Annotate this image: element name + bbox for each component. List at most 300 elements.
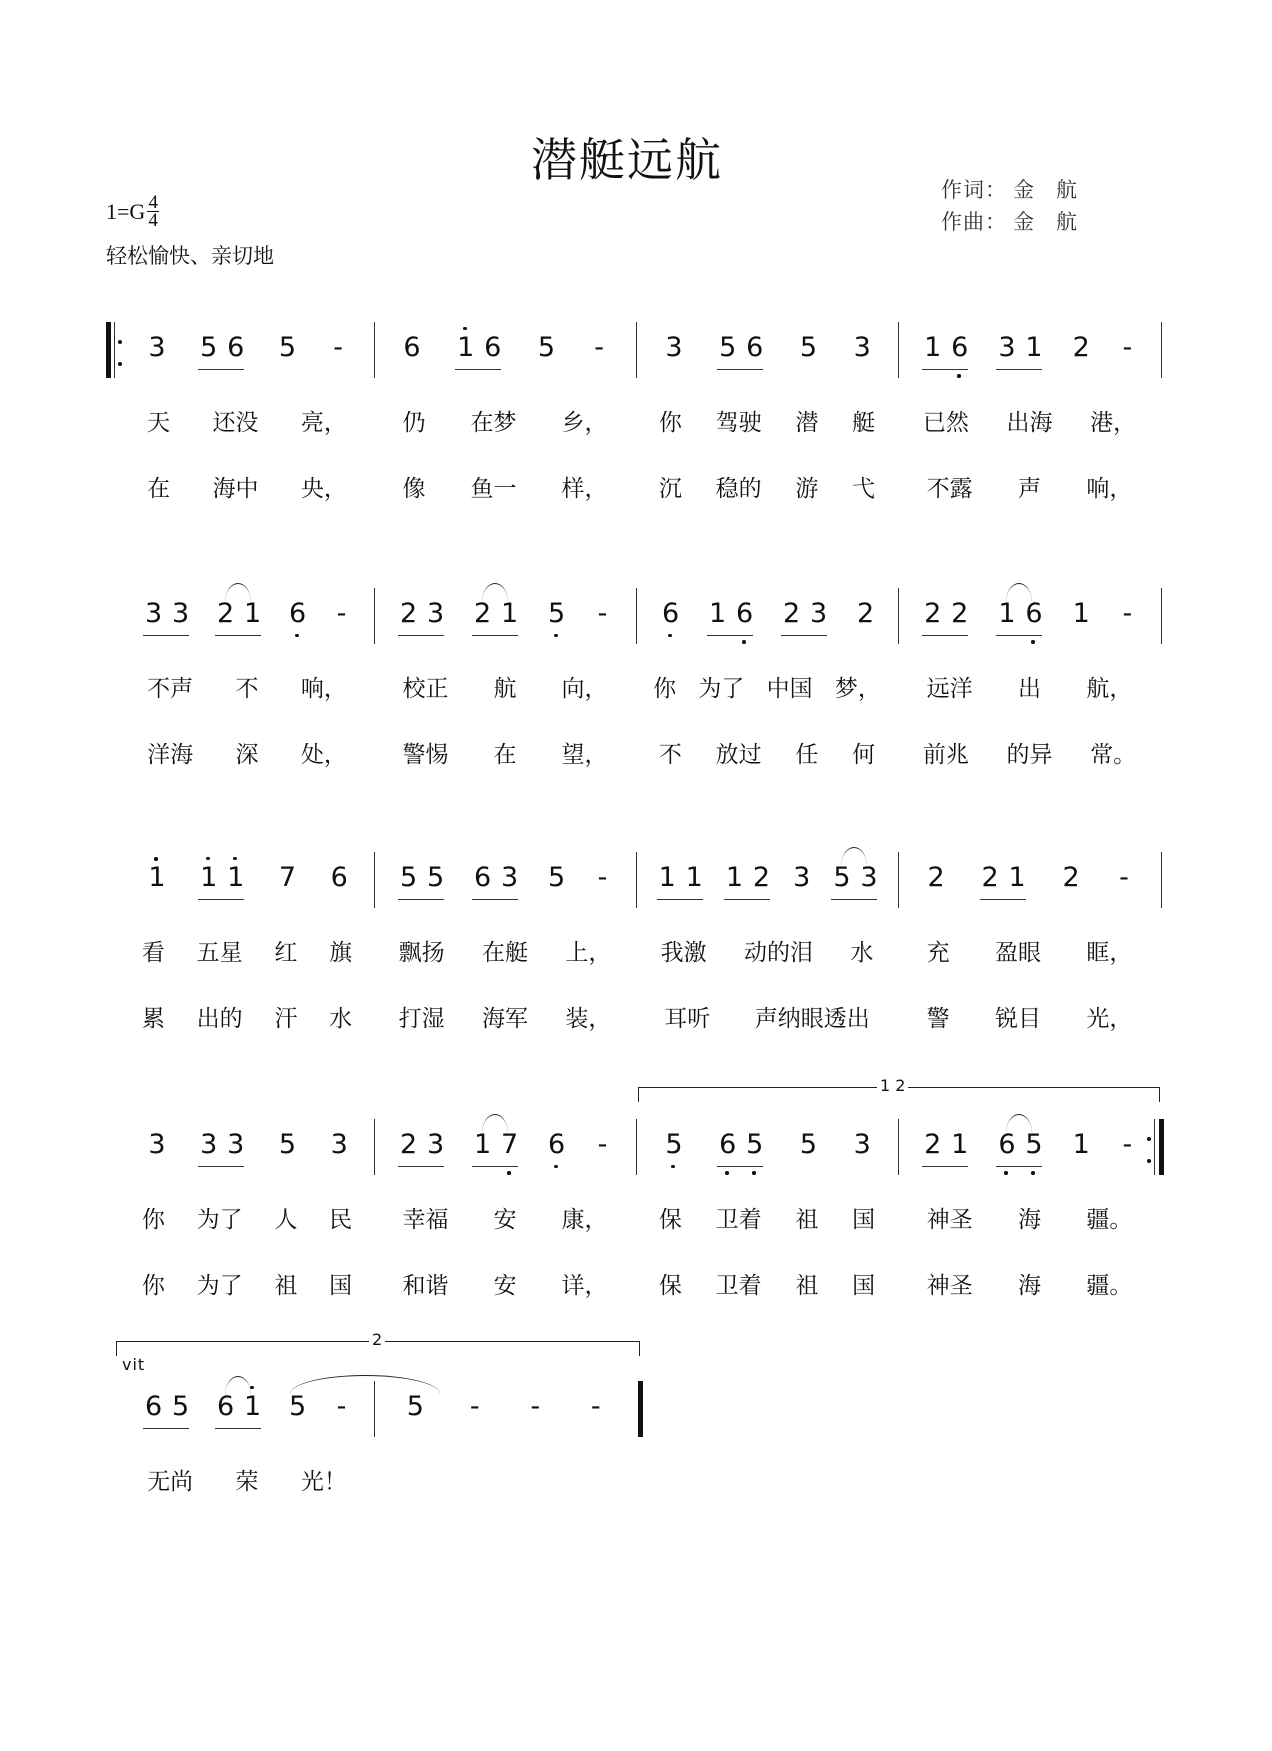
measure bbox=[898, 592, 1161, 642]
lyric-line-verse-1 bbox=[120, 404, 374, 437]
lyric-word: 水 bbox=[329, 1006, 353, 1032]
lyric-word: 国 bbox=[852, 1273, 876, 1299]
lyric-word: 装， bbox=[565, 1006, 612, 1032]
note-group bbox=[146, 333, 165, 369]
lyric-word: 你 bbox=[658, 410, 682, 436]
lyric-word: 疆。 bbox=[1086, 1273, 1133, 1299]
note-group bbox=[791, 863, 810, 899]
note: 1 bbox=[1072, 598, 1090, 629]
note-group bbox=[660, 599, 679, 635]
dash-extension: - bbox=[597, 1129, 608, 1160]
note-group bbox=[593, 1130, 612, 1166]
note: 3 bbox=[853, 332, 871, 363]
note: 5 bbox=[278, 1129, 297, 1160]
note-group bbox=[405, 1392, 424, 1428]
note: 6 bbox=[998, 1128, 1016, 1160]
lyric-word: 为了 bbox=[196, 1207, 243, 1233]
lyric-word: 常。 bbox=[1090, 742, 1137, 768]
note: 5 bbox=[746, 1128, 764, 1160]
lyric-word: 卫着 bbox=[715, 1273, 762, 1299]
dash-extension: - bbox=[597, 598, 608, 629]
note: 5 bbox=[548, 862, 566, 893]
note-row bbox=[374, 1123, 636, 1173]
note-group bbox=[852, 1130, 871, 1166]
note: 1 bbox=[709, 597, 727, 629]
beamed-note-group bbox=[996, 599, 1042, 636]
lyric-word: 你 bbox=[141, 1207, 165, 1233]
note-row bbox=[120, 1123, 374, 1173]
note: 1 bbox=[1072, 1129, 1090, 1160]
lyric-word: 和谐 bbox=[402, 1273, 449, 1299]
note-row bbox=[898, 1123, 1161, 1173]
lyric-line-verse-2 bbox=[898, 1000, 1161, 1033]
lyric-word: 艇 bbox=[852, 410, 876, 436]
note-group bbox=[593, 863, 612, 899]
lyric-word: 向， bbox=[561, 676, 608, 702]
lyric-word: 祖 bbox=[274, 1273, 298, 1299]
note-group bbox=[401, 333, 420, 369]
note: 6 bbox=[951, 331, 969, 363]
measure bbox=[898, 1123, 1161, 1173]
lyric-word: 海中 bbox=[212, 476, 259, 502]
measure bbox=[120, 592, 374, 642]
measure bbox=[374, 592, 636, 642]
dash-extension: - bbox=[1119, 862, 1129, 893]
note-row bbox=[898, 326, 1161, 376]
note-row bbox=[374, 592, 636, 642]
lyric-word: 康， bbox=[561, 1207, 608, 1233]
lyric-word: 我激 bbox=[660, 940, 707, 966]
note: 6 bbox=[289, 598, 307, 629]
beamed-note-group bbox=[143, 1392, 189, 1429]
beamed-note-group bbox=[472, 863, 518, 900]
measure bbox=[120, 856, 374, 906]
lyric-word: 航， bbox=[1086, 676, 1133, 702]
beamed-note-group bbox=[398, 1130, 444, 1167]
lyric-word: 国 bbox=[329, 1273, 353, 1299]
beamed-note-group bbox=[143, 599, 189, 636]
lyric-word: 为了 bbox=[698, 676, 745, 702]
note: 6 bbox=[746, 331, 764, 363]
key-label: 1=G bbox=[106, 198, 146, 224]
slur bbox=[841, 847, 867, 866]
note: 1 bbox=[227, 861, 245, 893]
final-barline bbox=[638, 1381, 643, 1437]
lyric-line-verse-2 bbox=[374, 1267, 636, 1300]
note: 5 bbox=[278, 332, 297, 363]
note: 6 bbox=[736, 597, 754, 629]
tempo-marking: 轻松愉快、亲切地 bbox=[106, 244, 274, 268]
dash-extension: - bbox=[594, 332, 604, 363]
lyric-word: 样， bbox=[561, 476, 608, 502]
note: 2 bbox=[217, 597, 235, 629]
note: 1 bbox=[951, 1128, 969, 1160]
note: 3 bbox=[860, 861, 878, 893]
note: 3 bbox=[427, 1128, 445, 1160]
beamed-note-group bbox=[657, 863, 703, 900]
dash-extension: - bbox=[336, 598, 347, 629]
note-group bbox=[546, 599, 565, 635]
lyric-word: 盈眼 bbox=[994, 940, 1041, 966]
note-group bbox=[1071, 333, 1090, 369]
lyric-word: 鱼一 bbox=[470, 476, 517, 502]
note: 5 bbox=[833, 861, 851, 893]
note-group bbox=[277, 1130, 296, 1166]
time-bottom: 4 bbox=[148, 210, 159, 231]
beamed-note-group bbox=[215, 599, 261, 636]
note: 7 bbox=[278, 862, 297, 893]
beamed-note-group bbox=[398, 863, 444, 900]
note-group bbox=[329, 1130, 348, 1166]
lyric-word: 卫着 bbox=[715, 1207, 762, 1233]
beamed-note-group bbox=[717, 1130, 763, 1167]
note-group bbox=[277, 863, 296, 899]
lyric-line-verse-2 bbox=[636, 736, 898, 769]
dash-extension: - bbox=[469, 1391, 480, 1422]
note: 2 bbox=[400, 597, 418, 629]
lyric-word: 望， bbox=[561, 742, 608, 768]
volta-label: 1 2 bbox=[877, 1076, 908, 1096]
beamed-note-group bbox=[922, 599, 968, 636]
note: 3 bbox=[810, 597, 828, 629]
lyric-word: 亮， bbox=[300, 410, 347, 436]
beamed-note-group bbox=[215, 1392, 261, 1429]
note: 5 bbox=[406, 1391, 424, 1422]
lyric-word: 五星 bbox=[196, 940, 243, 966]
lyric-line-verse-1 bbox=[636, 934, 898, 967]
song-title: 潜艇远航 bbox=[531, 133, 723, 187]
lyric-line-verse-1 bbox=[120, 1463, 374, 1496]
lyric-word: 校正 bbox=[402, 676, 449, 702]
lyric-word: 声 bbox=[1017, 476, 1041, 502]
measure bbox=[636, 592, 898, 642]
lyric-word: 远洋 bbox=[926, 676, 973, 702]
note-group bbox=[332, 1392, 351, 1428]
note-group bbox=[287, 1392, 306, 1428]
note: 6 bbox=[662, 598, 680, 629]
composer-credit bbox=[941, 206, 1099, 236]
barline bbox=[1161, 852, 1162, 908]
barline bbox=[1161, 322, 1162, 378]
slur bbox=[225, 583, 251, 602]
lyric-word: 的异 bbox=[1006, 742, 1053, 768]
note-row bbox=[120, 592, 374, 642]
note: 6 bbox=[330, 862, 348, 893]
lyric-word: 疆。 bbox=[1086, 1207, 1133, 1233]
note-group bbox=[465, 1392, 484, 1428]
note-group bbox=[852, 333, 871, 369]
note-group bbox=[546, 863, 565, 899]
lyric-word: 你 bbox=[141, 1273, 165, 1299]
lyric-word: 人 bbox=[274, 1207, 298, 1233]
note-row bbox=[898, 592, 1161, 642]
lyric-word: 不 bbox=[658, 742, 682, 768]
lyric-word: 在艇 bbox=[481, 940, 528, 966]
dash-extension: - bbox=[336, 1391, 347, 1422]
tie bbox=[290, 1375, 440, 1394]
lyric-word: 打湿 bbox=[398, 1006, 445, 1032]
lyric-word: 上， bbox=[565, 940, 612, 966]
lyric-word: 中国 bbox=[766, 676, 813, 702]
lyric-word: 祖 bbox=[795, 1207, 819, 1233]
lyric-line-verse-2 bbox=[374, 736, 636, 769]
beamed-note-group bbox=[472, 1130, 518, 1167]
lyric-word: 幸福 bbox=[402, 1207, 449, 1233]
measure bbox=[898, 856, 1161, 906]
beamed-note-group bbox=[455, 333, 501, 370]
lyric-word: 稳的 bbox=[715, 476, 762, 502]
note-group bbox=[798, 1130, 817, 1166]
lyric-word: 光， bbox=[1086, 1006, 1133, 1032]
lyric-word: 锐目 bbox=[994, 1006, 1041, 1032]
note: 6 bbox=[217, 1390, 235, 1422]
beamed-note-group bbox=[781, 599, 827, 636]
note: 3 bbox=[148, 1129, 166, 1160]
note: 3 bbox=[330, 1129, 348, 1160]
beamed-note-group bbox=[980, 863, 1026, 900]
note: 1 bbox=[474, 1128, 492, 1160]
note-group bbox=[1071, 599, 1090, 635]
note: 3 bbox=[227, 1128, 245, 1160]
note: 1 bbox=[501, 597, 519, 629]
slur bbox=[1006, 583, 1032, 602]
volta-bracket bbox=[116, 1330, 640, 1356]
note-group bbox=[1115, 863, 1134, 899]
lyric-line-verse-2 bbox=[120, 1267, 374, 1300]
note: 5 bbox=[665, 1129, 683, 1160]
lyric-line-verse-1 bbox=[898, 934, 1161, 967]
lyric-word: 响， bbox=[300, 676, 347, 702]
note: 5 bbox=[172, 1390, 190, 1422]
beamed-note-group bbox=[996, 1130, 1042, 1167]
beamed-note-group bbox=[198, 1130, 244, 1167]
lyric-word: 游 bbox=[795, 476, 819, 502]
lyric-word: 详， bbox=[561, 1273, 608, 1299]
note: 5 bbox=[799, 1129, 818, 1160]
lyric-line-verse-1 bbox=[636, 670, 898, 703]
note: 1 bbox=[1008, 861, 1026, 893]
lyric-word: 祖 bbox=[795, 1273, 819, 1299]
lyric-word: 沉 bbox=[658, 476, 682, 502]
credit-name: 金航 bbox=[1013, 178, 1099, 202]
note: 3 bbox=[172, 597, 190, 629]
note: 1 bbox=[725, 861, 744, 893]
note-group bbox=[586, 1392, 605, 1428]
note: 6 bbox=[403, 332, 421, 363]
lyric-line-verse-1 bbox=[636, 1201, 898, 1234]
dash-extension: - bbox=[1122, 1129, 1133, 1160]
lyric-word: 不 bbox=[235, 676, 259, 702]
note: 5 bbox=[719, 331, 737, 363]
lyric-word: 民 bbox=[329, 1207, 353, 1233]
lyric-line-verse-1 bbox=[120, 934, 374, 967]
lyric-word: 安 bbox=[493, 1207, 517, 1233]
note-row bbox=[120, 326, 374, 376]
measure bbox=[120, 326, 374, 376]
lyric-word: 充 bbox=[926, 940, 950, 966]
beamed-note-group bbox=[198, 333, 244, 370]
beamed-note-group bbox=[922, 1130, 968, 1167]
note-group bbox=[287, 599, 306, 635]
lyric-line-verse-2 bbox=[120, 736, 374, 769]
lyric-word: 处， bbox=[300, 742, 347, 768]
lyric-word: 已然 bbox=[922, 410, 969, 436]
dash-extension: - bbox=[1122, 598, 1133, 629]
note: 6 bbox=[227, 331, 245, 363]
lyric-word: 国 bbox=[852, 1207, 876, 1233]
lyric-line-verse-2 bbox=[120, 470, 374, 503]
lyric-word: 动的泪 bbox=[743, 940, 813, 966]
note-row bbox=[374, 856, 636, 906]
lyric-line-verse-2 bbox=[636, 1000, 898, 1033]
lyric-word: 弋 bbox=[852, 476, 876, 502]
note-row bbox=[636, 592, 898, 642]
note: 1 bbox=[244, 1390, 262, 1422]
note-row bbox=[636, 326, 898, 376]
lyric-word: 神圣 bbox=[926, 1207, 973, 1233]
lyric-word: 还没 bbox=[212, 410, 259, 436]
note-group bbox=[329, 333, 348, 369]
beamed-note-group bbox=[996, 333, 1042, 370]
note: 1 bbox=[148, 862, 166, 893]
lyric-word: 像 bbox=[402, 476, 426, 502]
note: 2 bbox=[857, 598, 875, 629]
lyric-line-verse-1 bbox=[120, 670, 374, 703]
lyric-word: 不声 bbox=[147, 676, 194, 702]
lyric-line-verse-2 bbox=[374, 1000, 636, 1033]
lyric-word: 在 bbox=[147, 476, 171, 502]
note-group bbox=[329, 863, 348, 899]
beamed-note-group bbox=[724, 863, 770, 900]
measure bbox=[636, 1123, 898, 1173]
lyric-word: 出海 bbox=[1006, 410, 1053, 436]
lyric-word: 眶， bbox=[1086, 940, 1133, 966]
note: 2 bbox=[981, 861, 999, 893]
lyric-word: 水 bbox=[850, 940, 874, 966]
lyric-line-verse-2 bbox=[898, 470, 1161, 503]
measure bbox=[636, 326, 898, 376]
note: 1 bbox=[1025, 331, 1043, 363]
barline bbox=[1161, 588, 1162, 644]
lyric-word: 红 bbox=[274, 940, 298, 966]
time-top: 4 bbox=[148, 192, 159, 213]
lyric-line-verse-2 bbox=[374, 470, 636, 503]
lyric-word: 何 bbox=[852, 742, 876, 768]
credit-name: 金航 bbox=[1013, 210, 1099, 234]
lyric-line-verse-1 bbox=[374, 670, 636, 703]
measure bbox=[120, 1123, 374, 1173]
lyric-word: 神圣 bbox=[926, 1273, 973, 1299]
note: 2 bbox=[752, 861, 771, 893]
note: 5 bbox=[400, 861, 418, 893]
note: 1 bbox=[685, 861, 703, 893]
note: 2 bbox=[783, 597, 801, 629]
note: 5 bbox=[289, 1391, 307, 1422]
note: 1 bbox=[200, 861, 218, 893]
lyric-word: 为了 bbox=[196, 1273, 243, 1299]
measure bbox=[374, 1123, 636, 1173]
lyric-word: 你 bbox=[653, 676, 677, 702]
lyric-word: 汗 bbox=[274, 1006, 298, 1032]
note: 1 bbox=[998, 597, 1016, 629]
dash-extension: - bbox=[597, 862, 608, 893]
note: 3 bbox=[793, 862, 811, 893]
lyric-line-verse-1 bbox=[898, 1201, 1161, 1234]
lyric-word: 海军 bbox=[481, 1006, 528, 1032]
lyric-word: 洋海 bbox=[147, 742, 194, 768]
note-group bbox=[590, 333, 609, 369]
note: 2 bbox=[1072, 332, 1090, 363]
beamed-note-group bbox=[831, 863, 877, 900]
beamed-note-group bbox=[717, 333, 763, 370]
measure bbox=[374, 856, 636, 906]
note-group bbox=[855, 599, 874, 635]
note: 3 bbox=[853, 1129, 871, 1160]
note-group bbox=[526, 1392, 545, 1428]
slur bbox=[1006, 1114, 1032, 1133]
lyric-word: 警 bbox=[926, 1006, 950, 1032]
slur bbox=[225, 1376, 251, 1395]
note: 1 bbox=[244, 597, 262, 629]
lyric-word: 驾驶 bbox=[715, 410, 762, 436]
lyric-word: 放过 bbox=[715, 742, 762, 768]
lyricist-credit bbox=[941, 174, 1099, 204]
note: 5 bbox=[799, 332, 818, 363]
note: 2 bbox=[474, 597, 492, 629]
beamed-note-group bbox=[707, 599, 753, 636]
note: 2 bbox=[924, 597, 942, 629]
lyric-word: 仍 bbox=[402, 410, 426, 436]
note-group bbox=[593, 599, 612, 635]
lyric-line-verse-1 bbox=[374, 404, 636, 437]
note-row bbox=[120, 856, 374, 906]
note-row bbox=[898, 856, 1161, 906]
lyric-line-verse-1 bbox=[374, 1201, 636, 1234]
lyric-line-verse-2 bbox=[120, 1000, 374, 1033]
lyric-word: 潜 bbox=[795, 410, 819, 436]
beamed-note-group bbox=[922, 333, 968, 370]
volta-bracket bbox=[638, 1076, 1160, 1102]
lyric-word: 海 bbox=[1017, 1207, 1041, 1233]
repeat-start-barline bbox=[106, 322, 111, 378]
note: 6 bbox=[1025, 597, 1043, 629]
lyric-word: 央， bbox=[300, 476, 347, 502]
lyric-line-verse-2 bbox=[898, 1267, 1161, 1300]
beamed-note-group bbox=[472, 599, 518, 636]
lyric-line-verse-1 bbox=[898, 670, 1161, 703]
slur bbox=[482, 583, 508, 602]
lyric-line-verse-1 bbox=[120, 1201, 374, 1234]
lyric-word: 警惕 bbox=[402, 742, 449, 768]
lyric-line-verse-1 bbox=[898, 404, 1161, 437]
lyric-word: 响， bbox=[1086, 476, 1133, 502]
measure bbox=[636, 856, 898, 906]
beamed-note-group bbox=[398, 599, 444, 636]
note-group bbox=[663, 333, 682, 369]
lyric-word: 任 bbox=[795, 742, 819, 768]
note-group bbox=[798, 333, 817, 369]
expression-marking: vit bbox=[122, 1355, 146, 1374]
note-row bbox=[636, 856, 898, 906]
time-signature bbox=[147, 194, 159, 229]
lyric-word: 在梦 bbox=[470, 410, 517, 436]
note-group bbox=[1118, 599, 1137, 635]
lyric-word: 天 bbox=[147, 410, 171, 436]
note-group bbox=[146, 1130, 165, 1166]
credit-label: 作曲： bbox=[941, 210, 1007, 234]
note: 3 bbox=[427, 597, 445, 629]
credit-label: 作词： bbox=[941, 178, 1007, 202]
